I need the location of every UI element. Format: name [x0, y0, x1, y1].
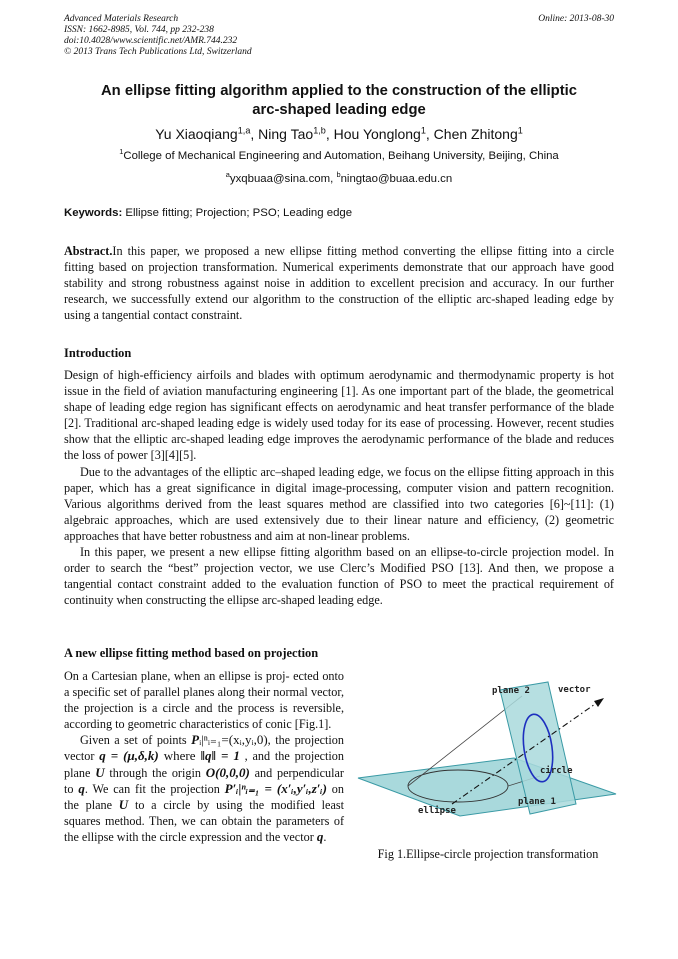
- math-plane-u: U: [95, 764, 105, 780]
- author-name: Chen Zhitong: [433, 126, 518, 142]
- email-b-sup: b: [336, 170, 341, 180]
- text-run: through the origin: [104, 765, 206, 780]
- math-q: q: [316, 828, 324, 844]
- copyright: © 2013 Trans Tech Publications Ltd, Switzerland: [64, 47, 252, 57]
- text-run: and perpendicular to: [64, 765, 344, 796]
- keywords: [64, 206, 614, 221]
- author-sup: 1: [517, 125, 523, 136]
- doi: doi:10.4028/www.scientific.net/AMR.744.232: [64, 36, 238, 46]
- math-points: P: [191, 732, 200, 748]
- math-projection-vector: q = (μ,δ,k): [99, 748, 159, 764]
- paragraph: In this paper, we present a new ellipse fitting algorithm based on an ellipse-to-circle projection model. In order to search the “best” projection vector, we use Clerc’s Modified PSO [13]. And then, we propose a tangential contact constraint added to the evaluation function of PSO to meet the practical requirement of continuity when constructing the ellipse arc-shaped leading edge.: [64, 545, 614, 608]
- affiliation: [40, 149, 638, 163]
- affiliation-sup: 1: [119, 147, 124, 157]
- text-run: , and the projection plane: [64, 749, 344, 780]
- paragraph: On a Cartesian plane, when an ellipse is proj- ected onto a specific set of parallel planes along their normal vector, the projection is a circle and the process is reversible, according to geometric characteristics of conic [Fig.1].: [64, 669, 344, 732]
- email-a: yxqbuaa@sina.com,: [229, 173, 337, 185]
- text-run: to a circle by using the modified least squares method. Then, we can obtain the parameters of the ellipse with the circle expression and the vector: [64, 797, 344, 844]
- text-run: Given a set of points: [80, 733, 192, 748]
- math-where: where: [158, 748, 201, 764]
- label-circle: circle: [540, 766, 573, 776]
- figure-caption: Fig 1.Ellipse-circle projection transformation: [377, 847, 599, 861]
- math-projection-points: P′ᵢ|ⁿᵢ₌₁ = (x′ᵢ,y′ᵢ,z′ᵢ): [224, 780, 327, 796]
- author-sep: ,: [325, 126, 334, 142]
- keywords-label: Keywords:: [64, 207, 123, 219]
- label-plane-2: plane 2: [492, 686, 530, 696]
- math-origin: O(0,0,0): [205, 764, 250, 780]
- online-date: Online: 2013-08-30: [538, 14, 614, 24]
- math-points-rest: ᵢ|ⁿᵢ₌₁=(xᵢ,yᵢ,0): [199, 732, 268, 748]
- math-norm: ‖q‖ = 1: [200, 748, 240, 764]
- email-a-sup: a: [225, 170, 230, 180]
- issn: ISSN: 1662-8985, Vol. 744, pp 232-238: [64, 25, 214, 35]
- email-b: ningtao@buaa.edu.cn: [340, 173, 453, 185]
- label-vector: vector: [558, 685, 591, 695]
- section-body: [64, 668, 344, 845]
- text-run: , the projection vector: [64, 733, 344, 764]
- introduction-body: [64, 367, 614, 608]
- text-run: . We can fit the projection: [84, 781, 225, 796]
- section-heading: A new ellipse fitting method based on projection: [64, 646, 319, 660]
- paper-title: [64, 82, 614, 120]
- abstract: [64, 243, 614, 323]
- author-name: Yu Xiaoqiang: [155, 126, 238, 142]
- author-sep: ,: [425, 126, 434, 142]
- math-q: q: [78, 780, 85, 796]
- journal-name: Advanced Materials Research: [64, 14, 179, 24]
- author-name: Ning Tao: [258, 126, 314, 142]
- plane-1-shape: [358, 758, 616, 816]
- abstract-label: Abstract.: [64, 244, 113, 258]
- author-sup: 1,a: [237, 125, 251, 136]
- figure-1: [352, 664, 622, 854]
- author-sup: 1: [420, 125, 426, 136]
- author-name: Hou Yonglong: [333, 126, 421, 142]
- introduction-heading: Introduction: [64, 346, 132, 360]
- affiliation-text: College of Mechanical Engineering and Automation, Beihang University, Beijing, China: [123, 150, 559, 162]
- keywords-text: Ellipse fitting; Projection; PSO; Leading edge: [122, 207, 353, 219]
- vector-arrowhead: [594, 698, 604, 707]
- author-sep: ,: [250, 126, 259, 142]
- paragraph: Due to the advantages of the elliptic arc–shaped leading edge, we focus on the ellipse fitting approach in this paper, which has a great significance in digital image-processing, computer vision and pattern recognition. Various algorithms derived from the least squares method are classified into two categories [6]~[11]: (1) algebraic approaches, which are used extensively due to their linear nature and efficiency, (2) geometric approaches that have better robustness and aim at non-linear problems.: [64, 464, 614, 543]
- author-emails: [40, 172, 638, 186]
- projection-diagram: [352, 664, 622, 854]
- paragraph: Design of high-efficiency airfoils and blades with optimum aerodynamic and thermodynamic property is hot issue in the field of aviation manufacturing engineering [1]. As one important part of the blade, the geometrical shape of leading edge region has significant effects on aerodynamic and heat transfer performance of the blade [2]. Traditional arc-shaped leading edge is widely used today for its ease of processing. However, recent studies show that the elliptic arc-shaped leading edge improves the aerodynamic performance of the blade and reduces the loss of power [3][4][5].: [64, 368, 614, 463]
- label-plane-1: plane 1: [518, 797, 556, 807]
- author-sup: 1,b: [313, 125, 326, 136]
- abstract-text: In this paper, we proposed a new ellipse fitting method converting the ellipse fitting into a circle fitting based on projection transformation. Numerical experiments demonstrate that our approach have good stability and strong robustness against noise in addition to excellent precision and accuracy. In our further research, we successfully extend our algorithm to the construction of the elliptic arc-shaped leading edge by using a tangential contact constraint.: [64, 244, 614, 323]
- author-list: [40, 125, 638, 143]
- text-run: .: [323, 829, 327, 844]
- text-run: on the plane: [64, 781, 344, 812]
- title-line-2: arc-shaped leading edge: [252, 102, 426, 118]
- label-ellipse: ellipse: [418, 806, 456, 816]
- journal-header: [64, 14, 252, 58]
- math-plane-u: U: [118, 796, 129, 812]
- title-line-1: An ellipse fitting algorithm applied to the construction of the elliptic: [101, 83, 577, 99]
- paragraph: [64, 732, 344, 845]
